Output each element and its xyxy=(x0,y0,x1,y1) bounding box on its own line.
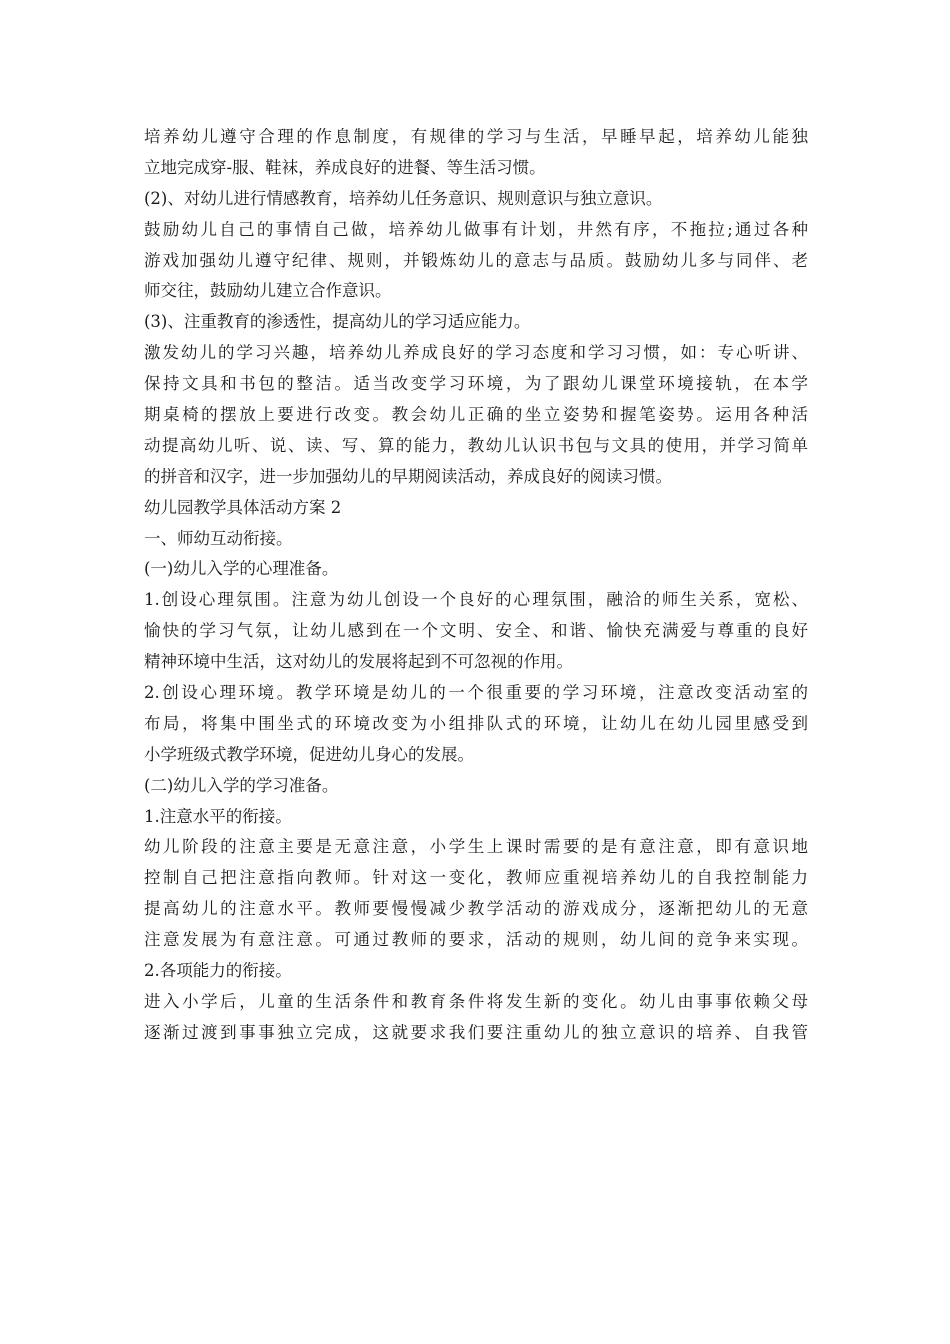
text-line: 精神环境中生活，这对幼儿的发展将起到不可忽视的作用。 xyxy=(144,652,573,672)
text-line: 立地完成穿-服、鞋袜，养成良好的进餐、等生活习惯。 xyxy=(144,157,546,177)
text-line: 鼓励幼儿自己的事情自己做，培养幼儿做事有计划，井然有序，不拖拉;通过各种 xyxy=(144,219,808,239)
text-line: 逐渐过渡到事事独立完成，这就要求我们要注重幼儿的独立意识的培养、自我管 xyxy=(144,1022,808,1042)
document-body xyxy=(144,122,808,1049)
text-line: 师交往，鼓励幼儿建立合作意识。 xyxy=(144,281,392,301)
text-line: (2)、对幼儿进行情感教育，培养幼儿任务意识、规则意识与独立意识。 xyxy=(144,188,663,208)
text-line: 期桌椅的摆放上要进行改变。教会幼儿正确的坐立姿势和握笔姿势。运用各种活 xyxy=(144,405,808,425)
text-line: 进入小学后，儿童的生活条件和教育条件将发生新的变化。幼儿由事事依赖父母 xyxy=(144,991,808,1011)
text-line: 游戏加强幼儿遵守纪律、规则，并锻炼幼儿的意志与品质。鼓励幼儿多与同伴、老 xyxy=(144,250,808,270)
text-line: (一)幼儿入学的心理准备。 xyxy=(144,559,339,579)
text-line: 控制自己把注意指向教师。针对这一变化，教师应重视培养幼儿的自我控制能力 xyxy=(144,868,808,888)
text-line: 提高幼儿的注意水平。教师要慢慢减少教学活动的游戏成分，逐渐把幼儿的无意 xyxy=(144,899,808,919)
text-line: 幼儿园教学具体活动方案 2 xyxy=(144,497,342,517)
text-line: 注意发展为有意注意。可通过教师的要求，活动的规则，幼儿间的竞争来实现。 xyxy=(144,930,808,950)
text-line: 2.各项能力的衔接。 xyxy=(144,961,292,981)
text-line: 布局，将集中围坐式的环境改变为小组排队式的环境，让幼儿在幼儿园里感受到 xyxy=(144,713,808,733)
text-line: 2.创设心理环境。教学环境是幼儿的一个很重要的学习环境，注意改变活动室的 xyxy=(144,683,808,703)
text-line: 一、师幼互动衔接。 xyxy=(144,528,293,548)
text-line: (二)幼儿入学的学习准备。 xyxy=(144,775,339,795)
text-line: 培养幼儿遵守合理的作息制度，有规律的学习与生活，早睡早起，培养幼儿能独 xyxy=(144,127,808,146)
text-line: 1.创设心理氛围。注意为幼儿创设一个良好的心理氛围，融洽的师生关系，宽松、 xyxy=(144,590,808,610)
text-line: (3)、注重教育的渗透性，提高幼儿的学习适应能力。 xyxy=(144,312,531,332)
text-line: 激发幼儿的学习兴趣，培养幼儿养成良好的学习态度和学习习惯，如：专心听讲、 xyxy=(144,343,808,363)
text-line: 保持文具和书包的整洁。适当改变学习环境，为了跟幼儿课堂环境接轨，在本学 xyxy=(144,374,808,394)
text-line: 动提高幼儿听、说、读、写、算的能力，教幼儿认识书包与文具的使用，并学习简单 xyxy=(144,435,808,455)
text-line: 幼儿阶段的注意主要是无意注意，小学生上课时需要的是有意注意，即有意识地 xyxy=(144,837,808,857)
text-line: 的拼音和汉字，进一步加强幼儿的早期阅读活动，养成良好的阅读习惯。 xyxy=(144,466,672,486)
text-line: 1.注意水平的衔接。 xyxy=(144,806,292,826)
text-line: 小学班级式教学环境，促进幼儿身心的发展。 xyxy=(144,744,474,764)
text-line: 愉快的学习气氛，让幼儿感到在一个文明、安全、和谐、愉快充满爱与尊重的良好 xyxy=(144,621,808,641)
